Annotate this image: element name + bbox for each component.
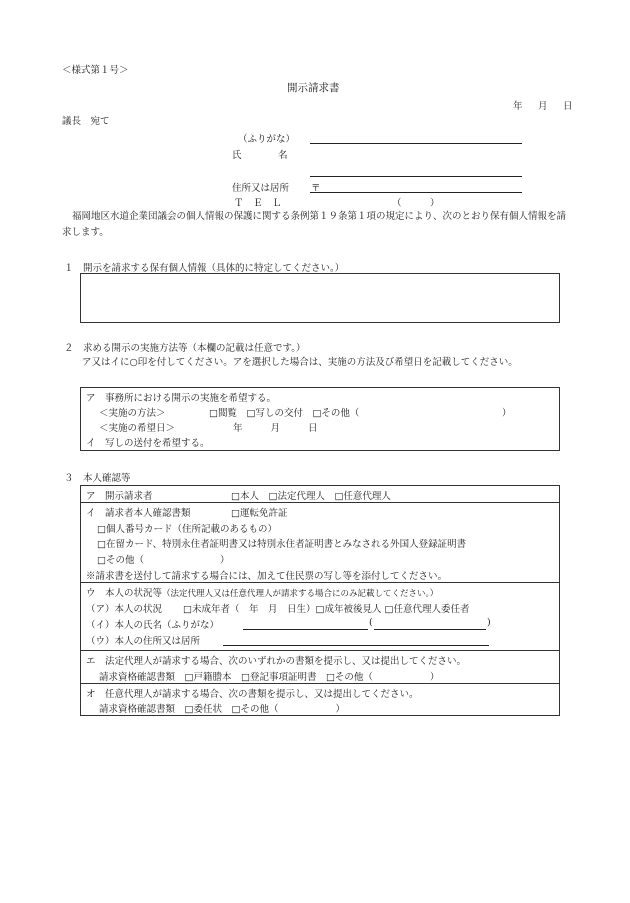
id-residence-option[interactable]: □在留カード、特別永住者証明書又は特別永住者証明書とみなされる外国人登録証明書 (97, 539, 467, 550)
legal-agent-docs[interactable]: 請求資格確認書類 □戸籍謄本 □登記事項証明書 □その他（ ） (99, 672, 440, 683)
principal-name-label: （イ）本人の氏名（ふりがな） (86, 620, 220, 631)
section1-title: １ 開示を請求する保有個人情報（具体的に特定してください。） (64, 263, 345, 274)
name-label: 氏 名 (232, 150, 290, 161)
tel-paren: （ ） (392, 198, 440, 209)
principal-status-note: （法定代理人又は任意代理人が請求する場合にのみ記載してください。） (162, 589, 439, 599)
divider (81, 683, 559, 684)
desired-date-label: ＜実施の希望日＞ (99, 423, 176, 434)
principal-furigana-close: ) (487, 617, 491, 628)
id-docs-label: イ 請求者本人確認書類 (86, 508, 191, 519)
section2-box (80, 387, 560, 451)
method-options[interactable]: □閲覧 □写しの交付 □その他（ ） (209, 408, 512, 419)
principal-status-label (86, 585, 438, 599)
principal-furigana-field[interactable]: ( (369, 617, 373, 628)
address-field[interactable] (310, 176, 522, 177)
addressee: 議長 宛て (62, 116, 110, 127)
divider (81, 582, 559, 583)
id-docs-note: ※請求書を送付して請求する場合には、加えて住民票の写し等を添付してください。 (86, 571, 448, 582)
principal-address-field[interactable] (223, 645, 489, 646)
section3-title: ３ 本人確認等 (64, 473, 131, 484)
voluntary-agent-docs[interactable]: 請求資格確認書類 □委任状 □その他（ ） (99, 704, 345, 715)
requester-options[interactable]: □本人 □法定代理人 □任意代理人 (231, 491, 391, 502)
intro-text: 福岡地区水道企業団議会の個人情報の保護に関する条例第１９条第１項の規定により、次のとおり保有個人情報を請求します。 (62, 211, 567, 238)
principal-condition-label: （ア）本人の状況 (86, 604, 163, 615)
option-a-label[interactable]: ア 事務所における開示の実施を希望する。 (86, 393, 277, 404)
legal-agent-label: エ 法定代理人が請求する場合、次のいずれかの書類を提示し、又は提出してください。 (86, 656, 467, 667)
section2-title: ２ 求める開示の実施方法等（本欄の記載は任意です。） (64, 343, 306, 354)
requester-label: ア 開示請求者 (86, 491, 153, 502)
desired-date-fields[interactable]: 年 月 日 (233, 423, 321, 434)
method-label: ＜実施の方法＞ (99, 408, 166, 419)
tel-field[interactable] (310, 192, 522, 193)
voluntary-agent-label: オ 任意代理人が請求する場合、次の書類を提示し、又は提出してください。 (86, 689, 419, 700)
furigana-label: （ふりがな） (238, 134, 296, 145)
address-label: 住所又は居所 (232, 183, 290, 194)
date-field[interactable]: 年 月 日 (513, 101, 576, 112)
id-other-option[interactable]: □その他（ ） (97, 555, 230, 566)
option-b-label[interactable]: イ 写しの送付を希望する。 (86, 438, 210, 449)
requested-info-field[interactable] (80, 273, 560, 323)
principal-name-field[interactable] (243, 629, 368, 630)
principal-status-heading: ウ 本人の状況等 (86, 588, 163, 599)
divider (81, 502, 559, 503)
section2-note: ア又はイに○印を付してください。アを選択した場合は、実施の方法及び希望日を記載してください。 (82, 357, 518, 368)
form-number: ＜様式第１号＞ (62, 65, 129, 76)
postal-mark: 〒 (311, 183, 321, 194)
section3-box (80, 485, 560, 716)
divider (81, 650, 559, 651)
tel-label: Ｔ Ｅ Ｌ (234, 198, 282, 209)
principal-address-label: （ウ）本人の住所又は居所 (86, 636, 201, 647)
id-mynumber-option[interactable]: □個人番号カード（住所記載のあるもの） (97, 524, 277, 535)
principal-condition-options[interactable]: □未成年者（ 年 月 日生）□成年被後見人 □任意代理人委任者 (183, 604, 470, 615)
page-title: 開示請求書 (287, 82, 340, 94)
principal-furigana-line (374, 629, 486, 630)
name-field[interactable] (310, 143, 522, 144)
id-license-option[interactable]: □運転免許証 (231, 508, 288, 519)
